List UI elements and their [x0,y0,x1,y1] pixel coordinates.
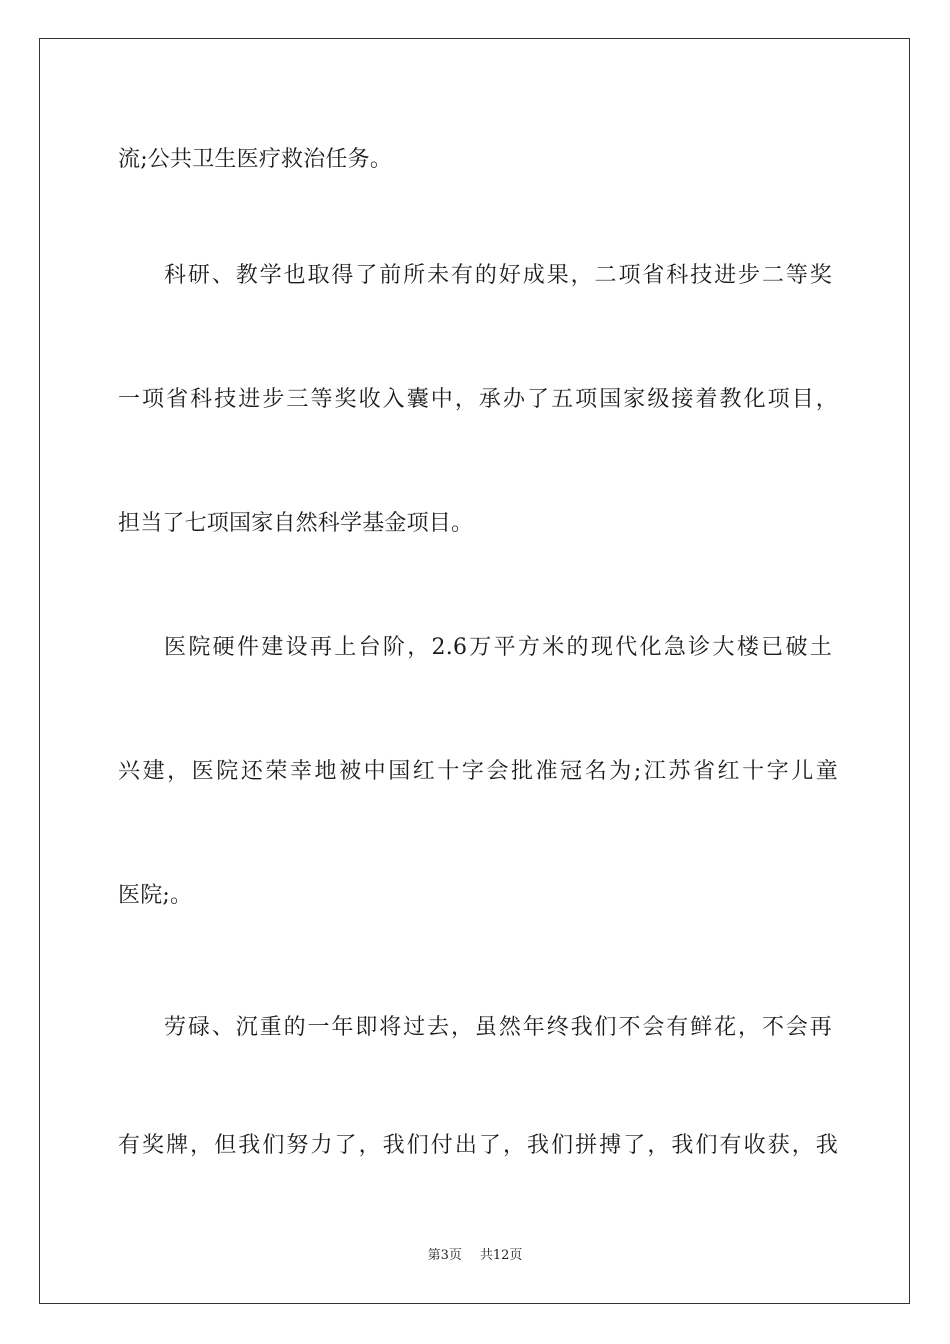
text-line-4: 担当了七项国家自然科学基金项目。 [118,511,474,536]
text-line-9: 有奖牌，但我们努力了，我们付出了，我们拼搏了，我们有收获，我 [118,1133,838,1158]
text-line-5: 医院硬件建设再上台阶，2.6万平方米的现代化急诊大楼已破土 [164,635,832,660]
text-line-8: 劳碌、沉重的一年即将过去，虽然年终我们不会有鲜花，不会再 [164,1015,832,1040]
page-footer [0,1247,950,1265]
text-line-6: 兴建，医院还荣幸地被中国红十字会批准冠名为;江苏省红十字儿童 [118,759,838,784]
text-line-2: 科研、教学也取得了前所未有的好成果，二项省科技进步二等奖 [164,263,832,288]
text-line-1: 流;公共卫生医疗救治任务。 [118,147,393,172]
text-line-7: 医院;。 [118,883,193,908]
page-total: 共12页 [479,1248,523,1263]
page-border [39,38,910,1304]
text-line-3: 一项省科技进步三等奖收入囊中，承办了五项国家级接着教化项目， [118,387,838,412]
page-number: 第3页 [427,1248,462,1263]
